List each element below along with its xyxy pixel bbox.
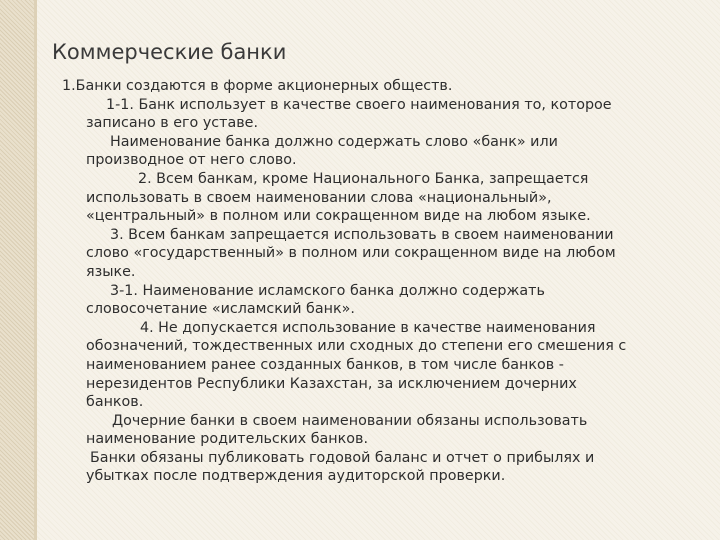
text-line: наименование родительских банков. xyxy=(86,431,369,448)
slide-body-text xyxy=(62,77,702,486)
slide-title: Коммерческие банки xyxy=(52,40,287,64)
text-line: использовать в своем наименовании слова «национальный», xyxy=(86,189,552,206)
text-line: 4. Не допускается использование в качестве наименования xyxy=(140,319,596,336)
decorative-side-band xyxy=(0,0,34,540)
text-line: Дочерние банки в своем наименовании обязаны использовать xyxy=(112,412,588,429)
text-line: 3-1. Наименование исламского банка должно содержать xyxy=(110,282,545,299)
decorative-band-edge xyxy=(34,0,37,540)
text-line: 1.Банки создаются в форме акционерных обществ. xyxy=(62,78,453,94)
text-line: убытках после подтверждения аудиторской проверки. xyxy=(86,468,506,485)
text-line: Наименование банка должно содержать слово «банк» или xyxy=(110,133,558,150)
text-line: слово «государственный» в полном или сокращенном виде на любом xyxy=(86,245,616,262)
text-line: 2. Всем банкам, кроме Национального Банка, запрещается xyxy=(138,170,589,187)
text-line: языке. xyxy=(86,263,136,280)
text-line: 3. Всем банкам запрещается использовать в своем наименовании xyxy=(110,226,614,243)
text-line: наименованием ранее созданных банков, в том числе банков - xyxy=(86,356,564,373)
text-line: нерезидентов Республики Казахстан, за исключением дочерних xyxy=(86,375,577,392)
text-line: 1-1. Банк использует в качестве своего наименования то, которое xyxy=(106,96,612,113)
text-line: Банки обязаны публиковать годовой баланс и отчет о прибылях и xyxy=(90,449,595,466)
text-line: обозначений, тождественных или сходных до степени его смешения с xyxy=(86,338,627,355)
text-line: словосочетание «исламский банк». xyxy=(86,301,355,318)
text-line: «центральный» в полном или сокращенном виде на любом языке. xyxy=(86,208,591,225)
text-line: банков. xyxy=(86,394,144,411)
text-line: записано в его уставе. xyxy=(86,115,259,132)
text-line: производное от него слово. xyxy=(86,152,297,169)
